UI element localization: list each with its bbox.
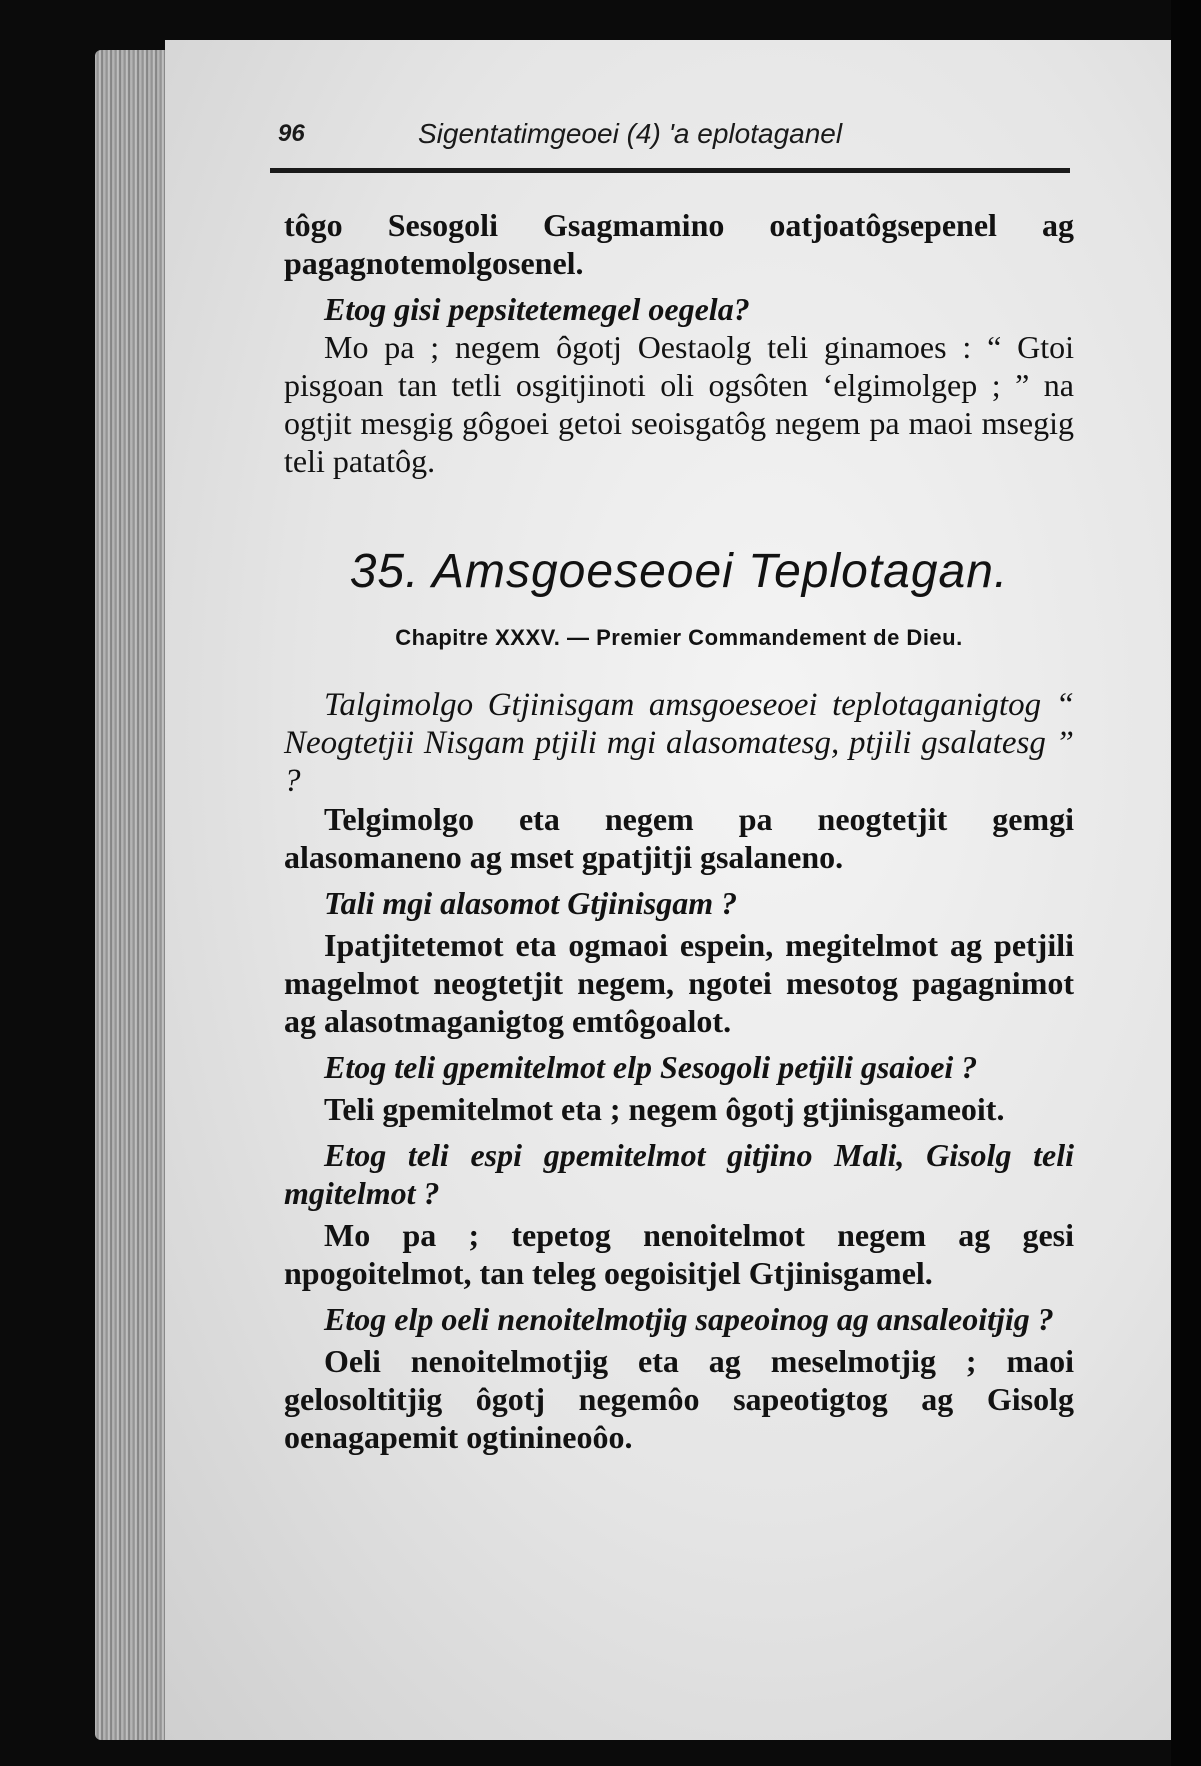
question: Etog elp oeli nenoitelmotjig sapeoinog ag ansaleoitjig ? [324, 1301, 1054, 1337]
paragraph-continuation: tôgo Sesogoli Gsagmamino oatjoatôgsepenel ag pagagnotemolgosenel. [284, 207, 1074, 281]
answer: Telgimolgo eta negem pa neogtetjit gemgi alasomaneno ag mset gpatjitji gsalaneno. [284, 801, 1074, 875]
question: Tali mgi alasomot Gtjinisgam ? [324, 885, 738, 921]
chapter-subheading: Chapitre XXXV. — Premier Commandement de Dieu. [395, 625, 963, 650]
question: Etog gisi pepsitetemegel oegela? [324, 291, 750, 327]
running-header [278, 118, 1068, 158]
page-body [284, 206, 1074, 1456]
chapter-heading: 35. Amsgoeseoei Teplotagan. [349, 545, 1009, 598]
scan-border [1171, 0, 1201, 1766]
question: Etog teli gpemitelmot elp Sesogoli petjili gsaioei ? [324, 1049, 978, 1085]
question: Etog teli espi gpemitelmot gitjino Mali, Gisolg teli mgitelmot ? [284, 1137, 1074, 1211]
answer: Oeli nenoitelmotjig eta ag meselmotjig ; maoi gelosoltitjig ôgotj negemôo sapeotigtog ag Gisolg oenagapemit ogtinineoôo. [284, 1343, 1074, 1455]
question: Talgimolgo Gtjinisgam amsgoeseoei teplotaganigtog “ Neogtetjii Nisgam ptjili mgi alasomatesg, ptjili gsalatesg ” ? [284, 687, 1074, 799]
answer: Mo pa ; tepetog nenoitelmot negem ag gesi npogoitelmot, tan teleg oegoisitjel Gtjinisgamel. [284, 1217, 1074, 1291]
answer: Teli gpemitelmot eta ; negem ôgotj gtjinisgameoit. [324, 1091, 1005, 1127]
page-number: 96 [278, 120, 305, 147]
header-rule [270, 168, 1070, 173]
answer: Ipatjitetemot eta ogmaoi espein, megitelmot ag petjili magelmot neogtetjit negem, ngotei mesotog pagagnimot ag alasotmaganigtog emtôgoalot. [284, 927, 1074, 1039]
answer: Mo pa ; negem ôgotj Oestaolg teli ginamoes : “ Gtoi pisgoan tan tetli osgitjinoti oli ogsôten ‘elgimolgep ; ” na ogtjit mesgig gôgoei getoi seoisgatôg negem pa maoi msegig teli patatôg. [284, 329, 1074, 479]
running-title: Sigentatimgeoei (4) 'a eplotaganel [418, 118, 843, 149]
